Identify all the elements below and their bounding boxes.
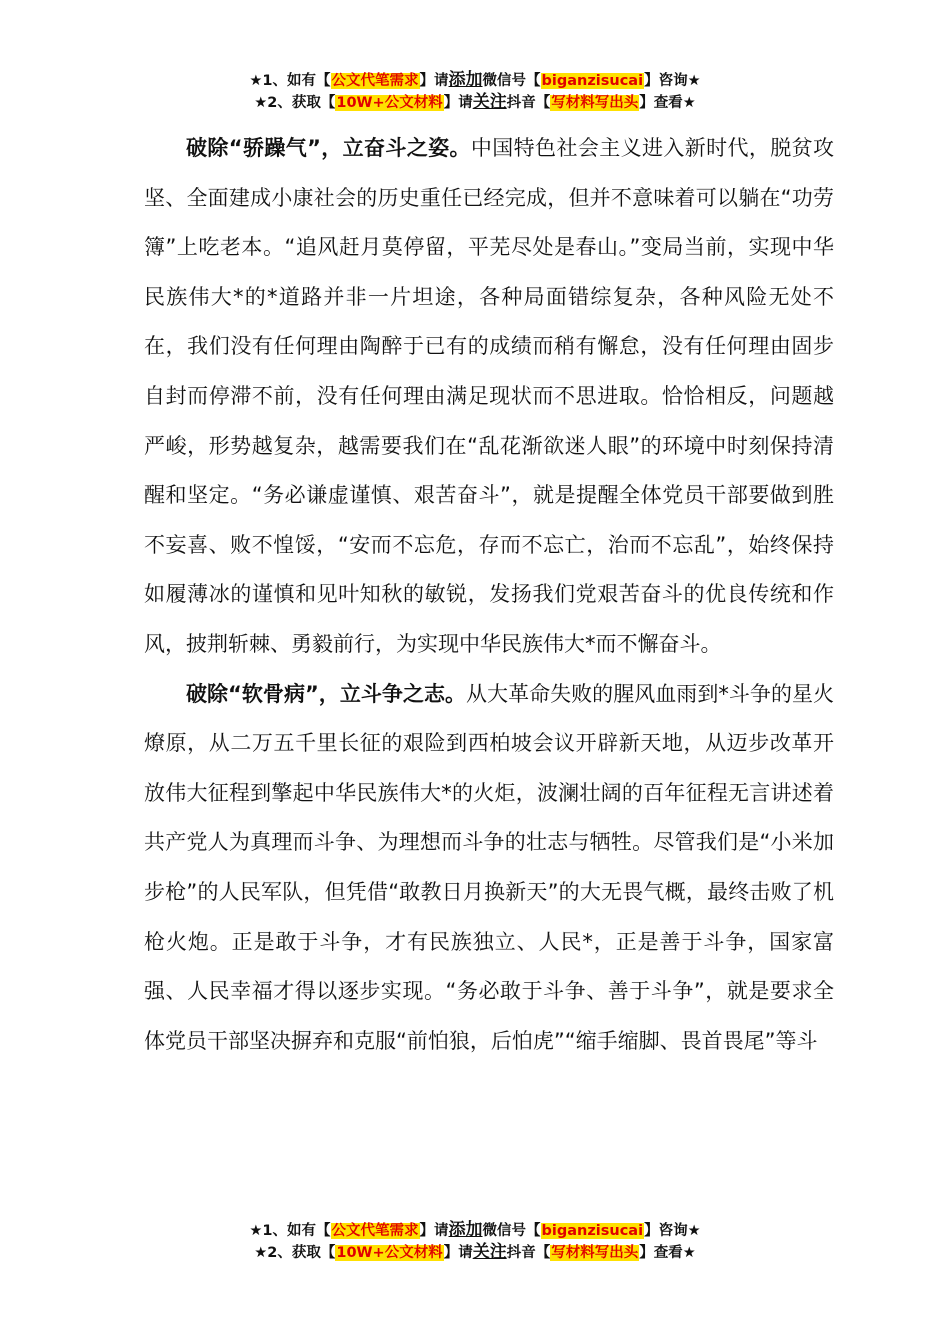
paragraph-text: 从大革命失败的腥风血雨到*斗争的星火燎原，从二万五千里长征的艰险到西柏坡会议开辟新天地，从迈步改革开放伟大征程到擎起中华民族伟大*的火炬，波澜壮阔的百年征程无言讲述着共产党人为真理而斗争、为理想而斗争的壮志与牺牲。尽管我们是“小米加步枪”的人民军队，但凭借“敢教日月换新天”的大无畏气概，最终击败了机枪火炮。正是敢于斗争，才有民族独立、人民*，正是善于斗争，国家富强、人民幸福才得以逐步实现。“务必敢于斗争、善于斗争”，就是要求全体党员干部坚决摒弃和克服“前怕狼，后怕虎”“缩手缩脚、畏首畏尾”等斗: [144, 681, 835, 1053]
banner-text: 】请: [443, 95, 473, 111]
banner-line-1: [0, 69, 950, 91]
banner-text: 】请: [419, 1223, 449, 1239]
paragraph-lead: 破除“骄躁气”，立奋斗之姿。: [186, 136, 471, 160]
banner-text: 抖音【: [506, 95, 551, 111]
banner-underline-text: 添加: [448, 1220, 483, 1240]
document-body: [144, 124, 834, 1066]
banner-underline-text: 添加: [448, 70, 483, 90]
paragraph-text: 中国特色社会主义进入新时代，脱贫攻坚、全面建成小康社会的历史重任已经完成，但并不意味着可以躺在“功劳簿”上吃老本。“追风赶月莫停留，平芜尽处是春山。”变局当前，实现中华民族伟大*的*道路并非一片坦途，各种局面错综复杂，各种风险无处不在，我们没有任何理由陶醉于已有的成绩而稍有懈怠，没有任何理由固步自封而停滞不前，没有任何理由满足现状而不思进取。恰恰相反，问题越严峻，形势越复杂，越需要我们在“乱花渐欲迷人眼”的环境中时刻保持清醒和坚定。“务必谦虚谨慎、艰苦奋斗”，就是提醒全体党员干部要做到胜不妄喜、败不惶馁，“安而不忘危，存而不忘亡，治而不忘乱”，始终保持如履薄冰的谨慎和见叶知秋的敏锐，发扬我们党艰苦奋斗的优良传统和作风，披荆斩棘、勇毅前行，为实现中华民族伟大*而不懈奋斗。: [144, 136, 834, 656]
banner-highlight: 公文代笔需求: [331, 73, 419, 89]
banner-text: ★1、如有【: [249, 1223, 331, 1239]
banner-wechat-id: biganzisucai: [541, 1223, 644, 1239]
banner-text: ★2、获取【: [254, 1245, 336, 1261]
banner-douyin-id: 写材料写出头: [551, 95, 639, 111]
banner-highlight: 公文代笔需求: [331, 1223, 419, 1239]
banner-underline-text: 关注: [472, 1242, 507, 1262]
banner-line-2: [0, 91, 950, 113]
banner-text: 抖音【: [506, 1245, 551, 1261]
paragraph-lead: 破除“软骨病”，立斗争之志。: [186, 681, 467, 706]
banner-line-1: [0, 1219, 950, 1241]
banner-text: ★2、获取【: [254, 95, 336, 111]
banner-text: 】咨询★: [644, 73, 701, 89]
header-banner: [0, 69, 950, 113]
banner-text: 】查看★: [639, 1245, 696, 1261]
banner-highlight: 10W+公文材料: [336, 1245, 443, 1261]
banner-text: 】查看★: [639, 95, 696, 111]
banner-text: 】请: [443, 1245, 473, 1261]
banner-text: 】咨询★: [644, 1223, 701, 1239]
banner-highlight: 10W+公文材料: [336, 95, 443, 111]
paragraph-1: [144, 124, 834, 670]
banner-wechat-id: biganzisucai: [541, 73, 644, 89]
banner-text: 微信号【: [482, 1223, 541, 1239]
banner-text: ★1、如有【: [249, 73, 331, 89]
banner-underline-text: 关注: [472, 92, 507, 112]
banner-text: 】请: [419, 73, 449, 89]
banner-douyin-id: 写材料写出头: [551, 1245, 639, 1261]
paragraph-2: [144, 670, 834, 1067]
banner-text: 微信号【: [482, 73, 541, 89]
banner-line-2: [0, 1241, 950, 1263]
footer-banner: [0, 1219, 950, 1263]
